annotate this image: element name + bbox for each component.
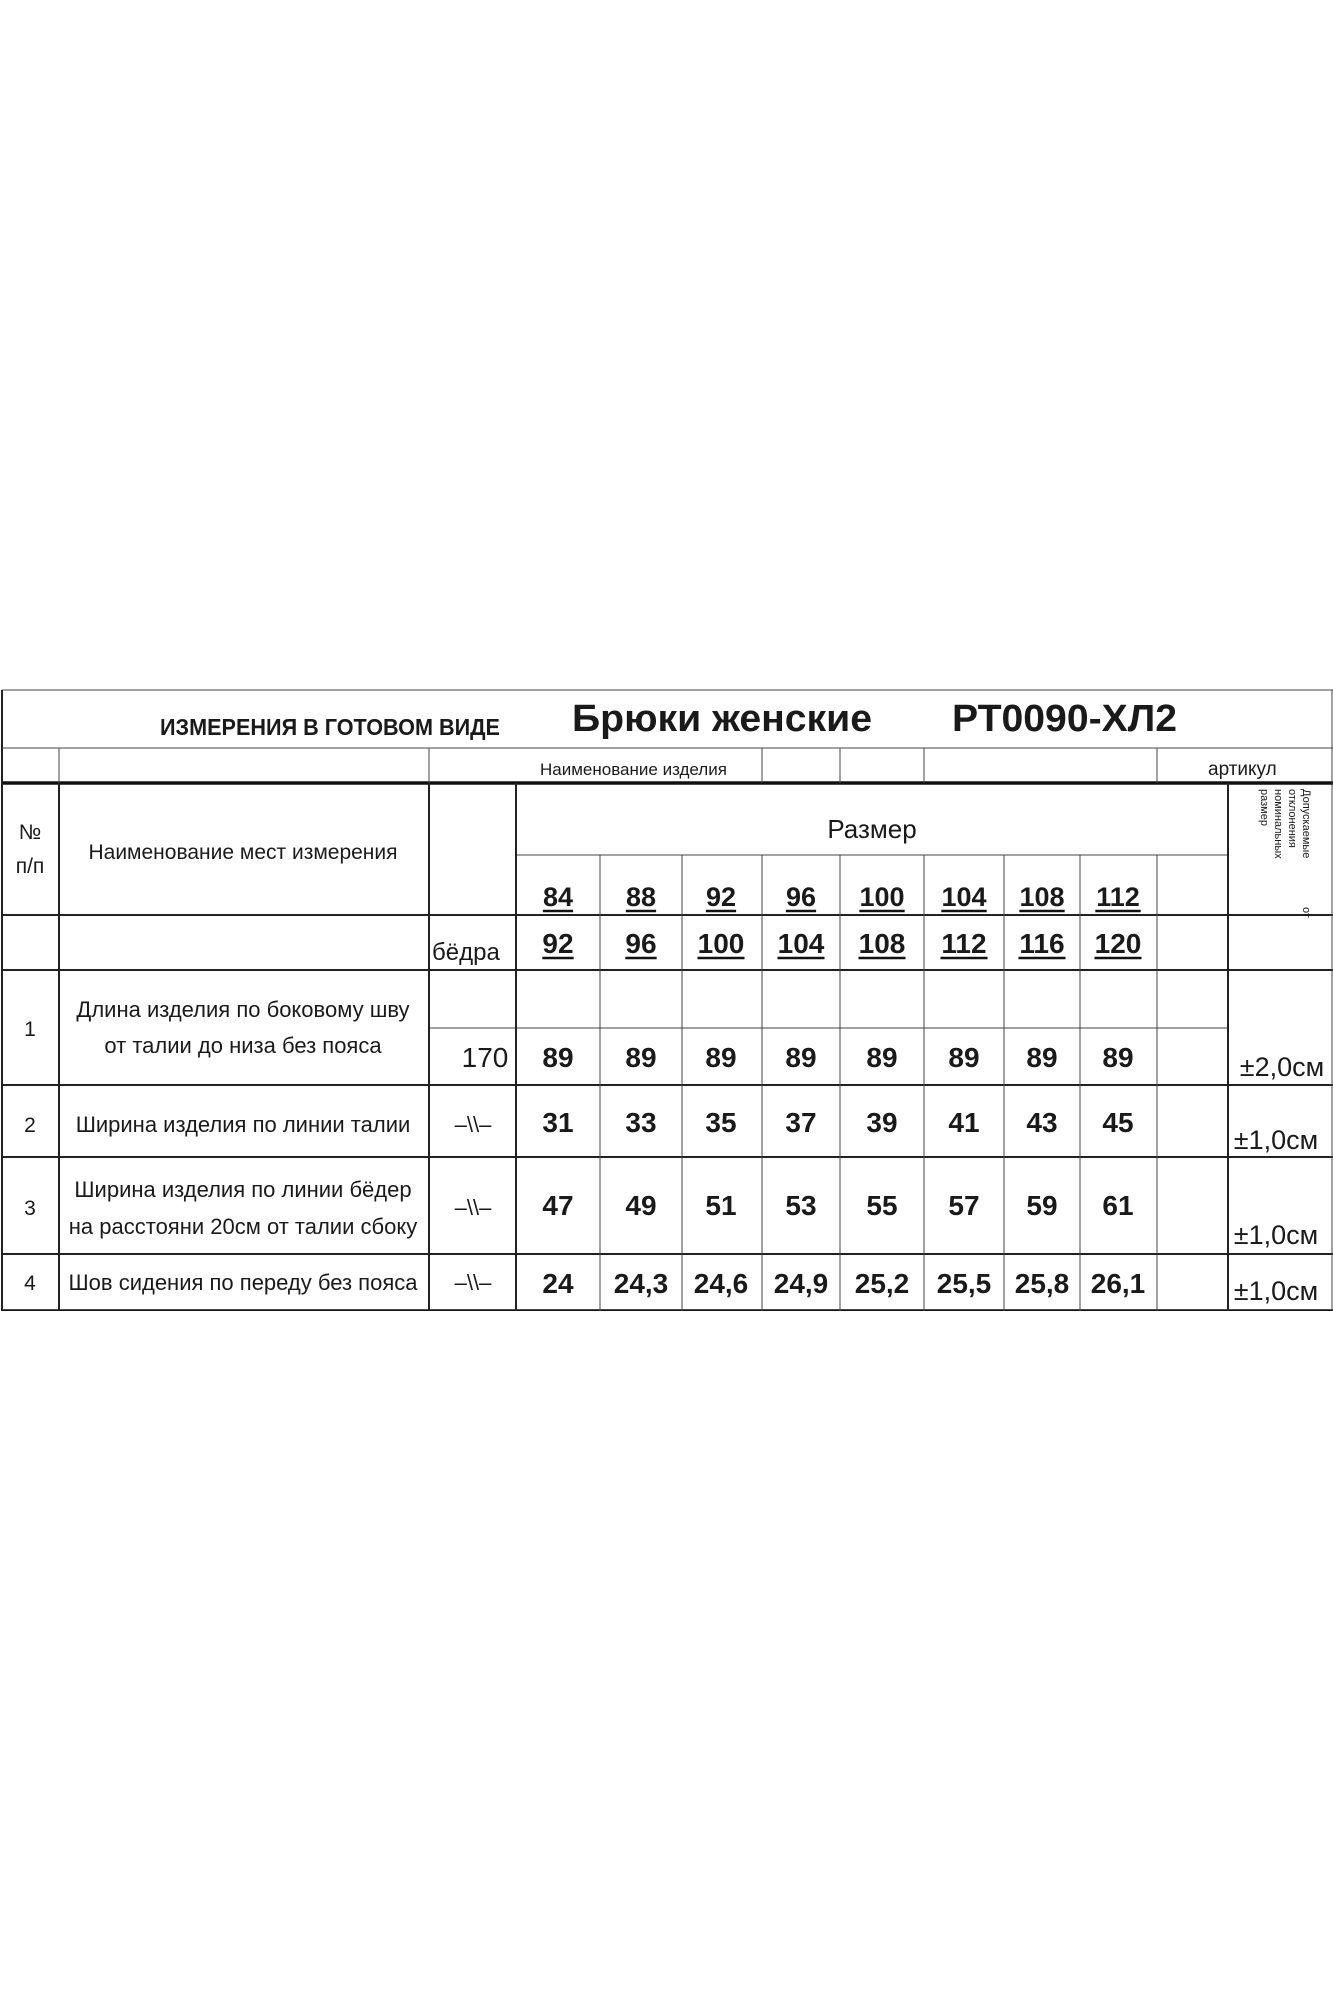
article-number: РТ0090-ХЛ2 <box>952 698 1177 740</box>
tolerance-label-line-1: Допускаемые <box>1300 789 1312 859</box>
row-3-name-line-2: на расстояни 20см от талии сбоку <box>68 1214 418 1239</box>
hips-cell: 92 <box>542 928 574 959</box>
row-3-value-cell: 59 <box>1026 1190 1058 1221</box>
hips-cell: 100 <box>697 928 745 959</box>
row-2-value-cell: 43 <box>1026 1107 1058 1138</box>
row-1-value-cell: 89 <box>948 1042 980 1073</box>
row-2-value-cell: 33 <box>625 1107 657 1138</box>
hips-header-cells <box>542 928 1141 959</box>
row-1-value-cell: 89 <box>1102 1042 1134 1073</box>
hips-label: бёдра <box>432 939 500 966</box>
row-1-tolerance: ±2,0см <box>1239 1052 1325 1082</box>
size-cell: 100 <box>859 882 905 912</box>
row-2-value-cell: 45 <box>1102 1107 1134 1138</box>
row-3-value-cell: 49 <box>625 1190 657 1221</box>
row-3-value-cell: 61 <box>1102 1190 1134 1221</box>
article-label: артикул <box>1208 759 1277 780</box>
size-cell: 112 <box>1096 882 1140 912</box>
product-name-label: Наименование изделия <box>540 760 727 779</box>
row-1-value-cell: 89 <box>1026 1042 1058 1073</box>
row-2-tolerance: ±1,0см <box>1233 1125 1319 1155</box>
row-1-number: 1 <box>24 1018 36 1041</box>
row-3-name-line-1: Ширина изделия по линии бёдер <box>74 1177 412 1202</box>
row-1-value-cell: 89 <box>785 1042 817 1073</box>
tolerance-label-line-5: от <box>1300 907 1312 918</box>
size-cell: 88 <box>625 882 657 912</box>
hips-cell: 112 <box>941 928 987 959</box>
row-3-extra: –\\– <box>454 1195 492 1220</box>
row-4-value-cell: 25,8 <box>1014 1268 1070 1299</box>
row-3-value-cell: 51 <box>705 1190 737 1221</box>
row-4-number: 4 <box>24 1272 36 1295</box>
row-4-value-cell: 25,5 <box>936 1268 992 1299</box>
size-cell: 104 <box>941 882 987 912</box>
hips-cell: 120 <box>1094 928 1142 959</box>
row-1-value-cell: 89 <box>542 1042 574 1073</box>
row-3-tolerance: ±1,0см <box>1233 1220 1319 1250</box>
row-4-value-cell: 24,6 <box>693 1268 749 1299</box>
product-name: Брюки женские <box>572 698 872 740</box>
size-label: Размер <box>827 814 917 844</box>
row-3-value-cell: 57 <box>948 1190 980 1221</box>
number-label-top: № <box>18 821 42 844</box>
row-1-value-cell: 89 <box>866 1042 898 1073</box>
tolerance-label-line-2: отклонения <box>1286 789 1298 848</box>
row-2-extra: –\\– <box>454 1112 492 1137</box>
row-2-number: 2 <box>24 1114 36 1137</box>
row-3-number: 3 <box>24 1197 36 1220</box>
row-4-value-cell: 25,2 <box>854 1268 910 1299</box>
hips-cell: 116 <box>1019 928 1065 959</box>
row-4-value-cell: 24 <box>542 1268 574 1299</box>
hips-cell: 96 <box>625 928 657 959</box>
size-cell: 84 <box>542 882 574 912</box>
row-2-value-cell: 41 <box>948 1107 980 1138</box>
row-4-extra: –\\– <box>454 1270 492 1295</box>
size-cell: 96 <box>785 882 817 912</box>
tolerance-label-line-3: номинальных <box>1272 789 1284 859</box>
size-chart-sheet <box>0 687 1333 1311</box>
row-1-value-cell: 89 <box>705 1042 737 1073</box>
hips-cell: 104 <box>777 928 825 959</box>
row-4-name: Шов сидения по переду без пояса <box>68 1270 418 1295</box>
measurements-title: ИЗМЕРЕНИЯ В ГОТОВОМ ВИДЕ <box>160 714 500 740</box>
row-4-value-cell: 24,3 <box>613 1268 669 1299</box>
row-2-value-cell: 37 <box>785 1107 817 1138</box>
row-4-tolerance: ±1,0см <box>1233 1276 1319 1306</box>
size-cell: 92 <box>705 882 737 912</box>
tolerance-label-line-4: размер <box>1258 789 1270 826</box>
row-3-value-cell: 55 <box>866 1190 898 1221</box>
row-1-name-line-1: Длина изделия по боковому шву <box>76 997 410 1022</box>
value-cells <box>542 1042 1145 1299</box>
row-2-value-cell: 39 <box>866 1107 898 1138</box>
row-1-extra: 170 <box>461 1042 509 1073</box>
measurement-place-label: Наименование мест измерения <box>88 841 398 864</box>
row-2-value-cell: 35 <box>705 1107 737 1138</box>
row-3-value-cell: 53 <box>785 1190 817 1221</box>
size-cell: 108 <box>1019 882 1065 912</box>
row-3-value-cell: 47 <box>542 1190 574 1221</box>
row-1-name-line-2: от талии до низа без пояса <box>104 1033 382 1058</box>
row-4-value-cell: 26,1 <box>1090 1268 1146 1299</box>
tolerance-label <box>1258 789 1312 918</box>
size-chart-table <box>0 687 1333 1311</box>
size-header-cells <box>543 882 1141 912</box>
row-2-value-cell: 31 <box>542 1107 574 1138</box>
hips-cell: 108 <box>858 928 906 959</box>
row-1-value-cell: 89 <box>625 1042 657 1073</box>
row-4-value-cell: 24,9 <box>773 1268 829 1299</box>
row-2-name: Ширина изделия по линии талии <box>75 1112 411 1137</box>
number-label-bottom: п/п <box>15 855 45 878</box>
